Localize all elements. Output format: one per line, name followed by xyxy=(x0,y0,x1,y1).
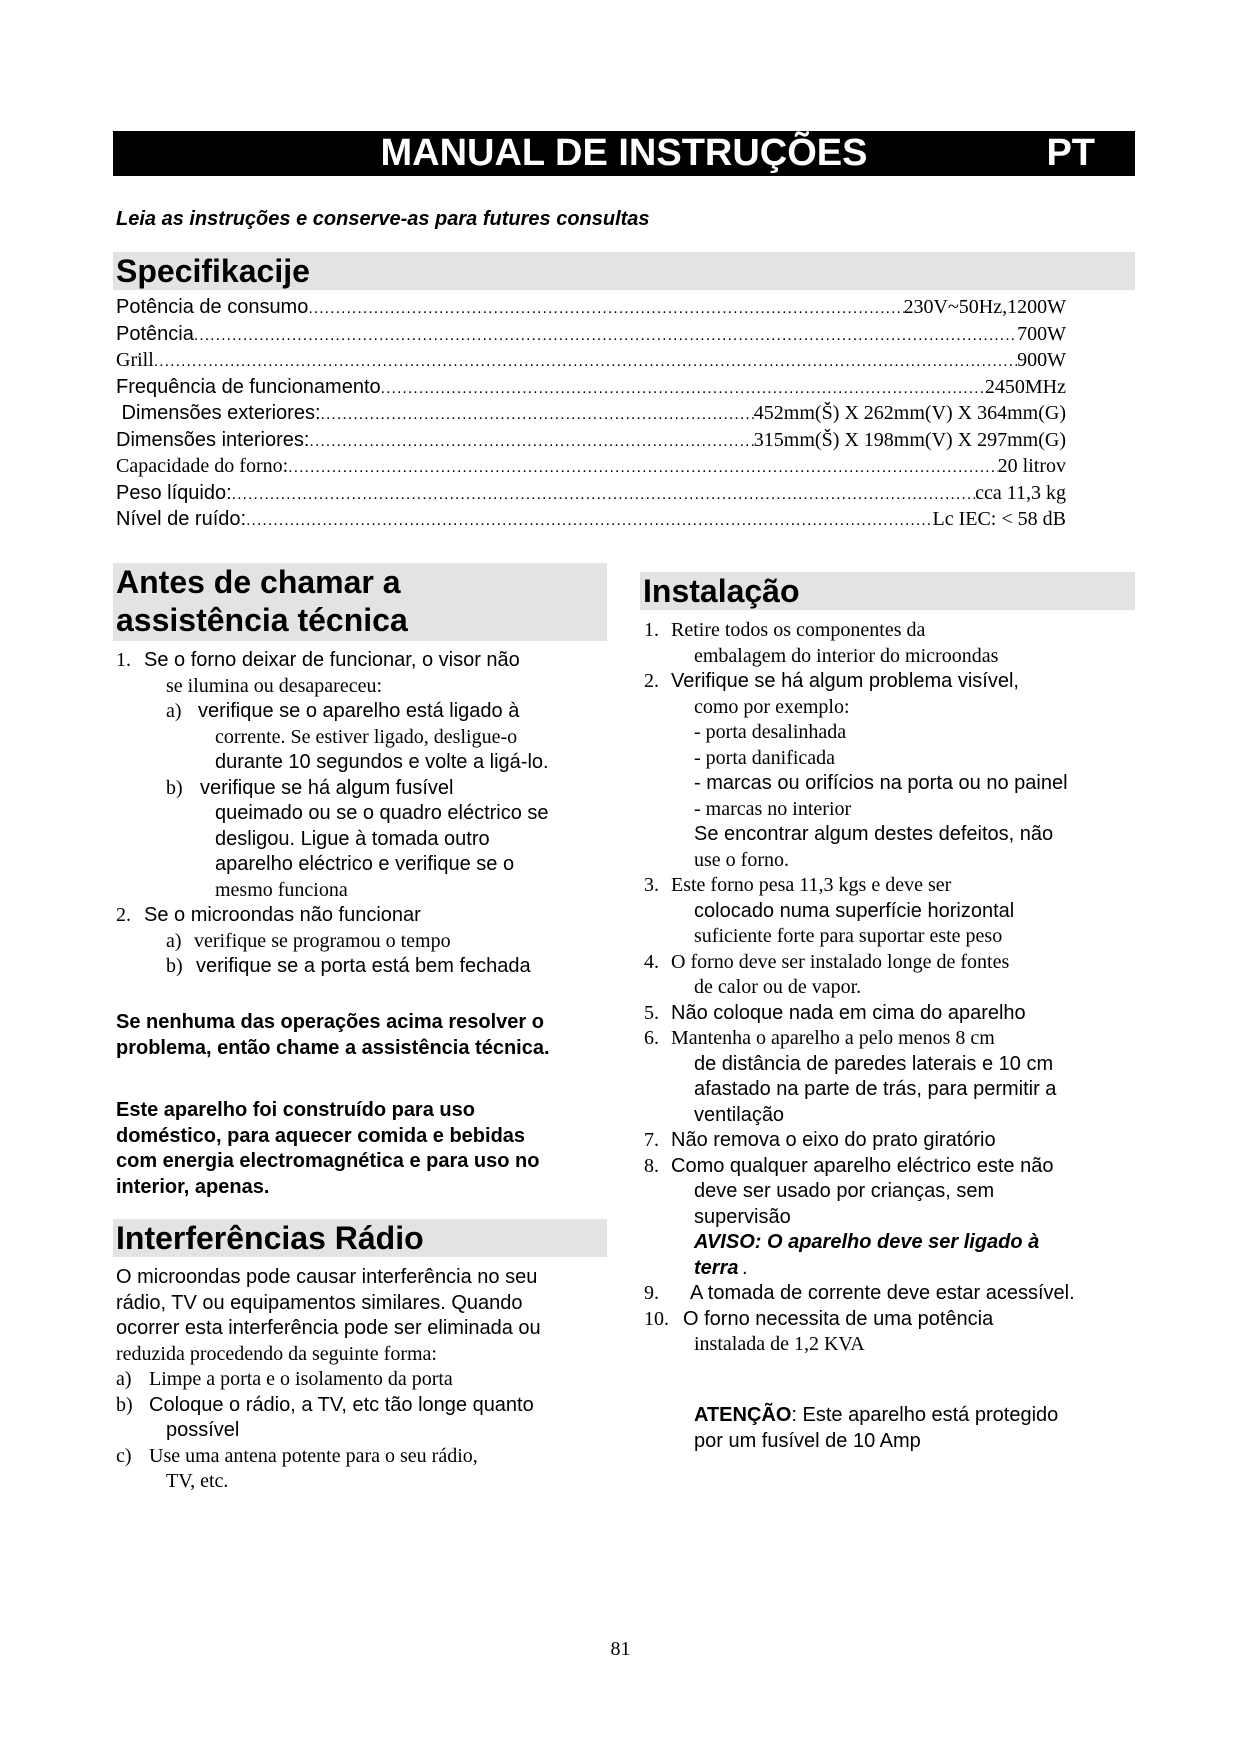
spec-value: 700W xyxy=(1017,322,1066,345)
list-item: de distância de paredes laterais e 10 cm xyxy=(694,1052,1054,1075)
header-bar xyxy=(113,131,1135,176)
list-marker: b) xyxy=(116,1393,133,1416)
paragraph-line: O microondas pode causar interferência no seu xyxy=(116,1266,538,1288)
list-item: verifique se a porta está bem fechada xyxy=(196,955,531,977)
list-item: como por exemplo: xyxy=(694,695,850,718)
warning-text: AVISO: O aparelho deve ser ligado à xyxy=(694,1231,1040,1253)
attention-text: : Este aparelho está protegido xyxy=(791,1404,1059,1426)
list-item: verifique se o aparelho está ligado à xyxy=(198,700,520,722)
spec-value: 20 litrov xyxy=(997,455,1066,477)
spec-label: Nível de ruído: xyxy=(116,508,247,530)
spec-value: cca 11,3 kg xyxy=(975,481,1066,504)
warning-text: terra xyxy=(694,1256,739,1279)
list-item: verifique se programou o tempo xyxy=(194,929,451,952)
spec-value: 2450MHz xyxy=(984,375,1066,398)
list-marker: 1. xyxy=(116,649,131,671)
list-item: embalagem do interior do microondas xyxy=(694,644,999,667)
list-item: supervisão xyxy=(694,1205,791,1228)
list-item: queimado ou se o quadro eléctrico se xyxy=(215,802,549,824)
list-item: - porta desalinhada xyxy=(694,721,847,743)
spec-value: Lc IEC: < 58 dB xyxy=(932,508,1066,530)
list-item: afastado na parte de trás, para permitir a xyxy=(694,1078,1057,1100)
list-item: instalada de 1,2 KVA xyxy=(694,1333,865,1355)
list-marker: b) xyxy=(166,955,183,977)
spec-row xyxy=(116,508,1066,535)
note-line: Este aparelho foi construído para uso xyxy=(116,1099,475,1121)
list-marker: 9. xyxy=(644,1282,659,1304)
antes-note-1 xyxy=(116,1010,616,1061)
list-marker: 3. xyxy=(644,874,659,896)
antes-section-header xyxy=(113,563,607,641)
antes-title-line1: Antes de chamar a xyxy=(116,564,401,600)
spec-row xyxy=(116,296,1066,323)
list-item: Não coloque nada em cima do aparelho xyxy=(671,1001,1026,1024)
list-marker: 6. xyxy=(644,1027,659,1049)
list-item: O forno necessita de uma potência xyxy=(683,1307,994,1330)
list-item: Se encontrar algum destes defeitos, não xyxy=(694,823,1054,845)
paragraph-line: ocorrer esta interferência pode ser eliminada ou xyxy=(116,1317,541,1339)
list-item: desligou. Ligue à tomada outro xyxy=(215,827,490,850)
list-item: colocado numa superfície horizontal xyxy=(694,899,1015,922)
list-item: Como qualquer aparelho eléctrico este não xyxy=(671,1154,1054,1177)
list-item: - porta danificada xyxy=(694,746,836,769)
list-item: Se o forno deixar de funcionar, o visor não xyxy=(144,649,520,671)
list-marker: 2. xyxy=(644,670,659,692)
list-marker: 2. xyxy=(116,904,131,926)
list-marker: 10. xyxy=(644,1307,669,1330)
note-line: interior, apenas. xyxy=(116,1175,270,1198)
list-item: suficiente forte para suportar este peso xyxy=(694,925,1003,947)
page-number: 81 xyxy=(610,1638,631,1660)
specs-list xyxy=(116,296,1066,535)
note-line: com energia electromagnética e para uso no xyxy=(116,1150,540,1172)
list-item: Não remova o eixo do prato giratório xyxy=(671,1129,996,1151)
antes-note-2 xyxy=(116,1098,616,1200)
spec-value: 452mm(Š) X 262mm(V) X 364mm(G) xyxy=(753,402,1066,424)
paragraph-line: rádio, TV ou equipamentos similares. Quando xyxy=(116,1291,523,1314)
radio-list xyxy=(116,1265,616,1495)
radio-title: Interferências Rádio xyxy=(116,1220,424,1256)
list-item: A tomada de corrente deve estar acessível. xyxy=(690,1282,1075,1304)
list-item: Mantenha o aparelho a pelo menos 8 cm xyxy=(671,1027,995,1049)
list-item: Este forno pesa 11,3 kgs e deve ser xyxy=(671,874,952,896)
list-item: Se o microondas não funcionar xyxy=(144,904,421,926)
paragraph-line: reduzida procedendo da seguinte forma: xyxy=(116,1342,437,1365)
attention-note xyxy=(694,1403,1154,1454)
list-marker: a) xyxy=(116,1368,132,1390)
antes-list xyxy=(116,648,616,980)
instalacao-title: Instalação xyxy=(643,573,800,609)
spec-value: 315mm(Š) X 198mm(V) X 297mm(G) xyxy=(753,428,1066,451)
specs-section-header xyxy=(113,252,1135,290)
list-item: O forno deve ser instalado longe de fontes xyxy=(671,950,1010,973)
subtitle: Leia as instruções e conserve-as para futures consultas xyxy=(116,208,650,230)
list-item: TV, etc. xyxy=(166,1470,229,1492)
list-item: use o forno. xyxy=(694,848,789,871)
list-item: Use uma antena potente para o seu rádio, xyxy=(149,1444,478,1467)
spec-label: Grill xyxy=(116,349,154,371)
spec-label: Peso líquido: xyxy=(116,481,232,504)
list-marker: a) xyxy=(166,929,182,952)
list-item: de calor ou de vapor. xyxy=(694,976,862,998)
list-marker: 5. xyxy=(644,1001,659,1024)
page-title: MANUAL DE INSTRUÇÕES xyxy=(380,132,868,174)
spec-label: Capacidade do forno: xyxy=(116,455,289,477)
spec-label: Dimensões exteriores: xyxy=(116,402,321,424)
attention-text-2: por um fusível de 10 Amp xyxy=(694,1429,921,1452)
spec-value: 230V~50Hz,1200W xyxy=(903,296,1066,318)
list-item: Verifique se há algum problema visível, xyxy=(671,670,1019,692)
spec-row xyxy=(116,323,1066,350)
spec-label: Potência xyxy=(116,322,194,345)
radio-section-header xyxy=(113,1219,607,1257)
spec-row xyxy=(116,455,1066,482)
list-item: ventilação xyxy=(694,1103,785,1126)
spec-row xyxy=(116,349,1066,376)
list-marker: c) xyxy=(116,1444,132,1467)
list-item: se ilumina ou desapareceu: xyxy=(166,674,383,697)
list-marker: 4. xyxy=(644,950,659,973)
attention-label: ATENÇÃO xyxy=(694,1404,792,1426)
list-marker: 7. xyxy=(644,1129,659,1151)
specs-title: Specifikacije xyxy=(116,253,310,289)
note-line: doméstico, para aquecer comida e bebidas xyxy=(116,1124,526,1147)
spec-value: 900W xyxy=(1017,349,1066,371)
spec-row xyxy=(116,376,1066,403)
list-item: Retire todos os componentes da xyxy=(671,619,926,641)
list-item: Limpe a porta e o isolamento da porta xyxy=(149,1368,453,1390)
spec-label: Dimensões interiores: xyxy=(116,428,310,451)
list-marker: b) xyxy=(166,776,183,799)
spec-label: Potência de consumo xyxy=(116,296,309,318)
spec-label: Frequência de funcionamento xyxy=(116,375,381,398)
warning-period: . xyxy=(742,1256,748,1279)
list-item: - marcas no interior xyxy=(694,797,852,820)
instalacao-list xyxy=(644,618,1144,1358)
list-item: mesmo funciona xyxy=(215,878,348,901)
spec-row xyxy=(116,402,1066,429)
list-marker: 8. xyxy=(644,1154,659,1177)
instalacao-section-header xyxy=(640,572,1135,610)
antes-title-line2: assistência técnica xyxy=(116,602,408,638)
list-item: durante 10 segundos e volte a ligá-lo. xyxy=(215,751,549,773)
language-code: PT xyxy=(1046,132,1095,174)
list-item: deve ser usado por crianças, sem xyxy=(694,1180,995,1202)
list-item: possível xyxy=(166,1419,240,1441)
list-item: corrente. Se estiver ligado, desligue-o xyxy=(215,725,518,748)
note-line: Se nenhuma das operações acima resolver o xyxy=(116,1011,544,1033)
list-item: verifique se há algum fusível xyxy=(200,776,454,799)
list-marker: a) xyxy=(166,700,182,722)
list-item: Coloque o rádio, a TV, etc tão longe quanto xyxy=(149,1393,534,1416)
spec-row xyxy=(116,482,1066,509)
list-marker: 1. xyxy=(644,619,659,641)
list-item: - marcas ou orifícios na porta ou no painel xyxy=(694,772,1068,794)
note-line: problema, então chame a assistência técnica. xyxy=(116,1036,550,1059)
list-item: aparelho eléctrico e verifique se o xyxy=(215,853,515,875)
spec-row xyxy=(116,429,1066,456)
